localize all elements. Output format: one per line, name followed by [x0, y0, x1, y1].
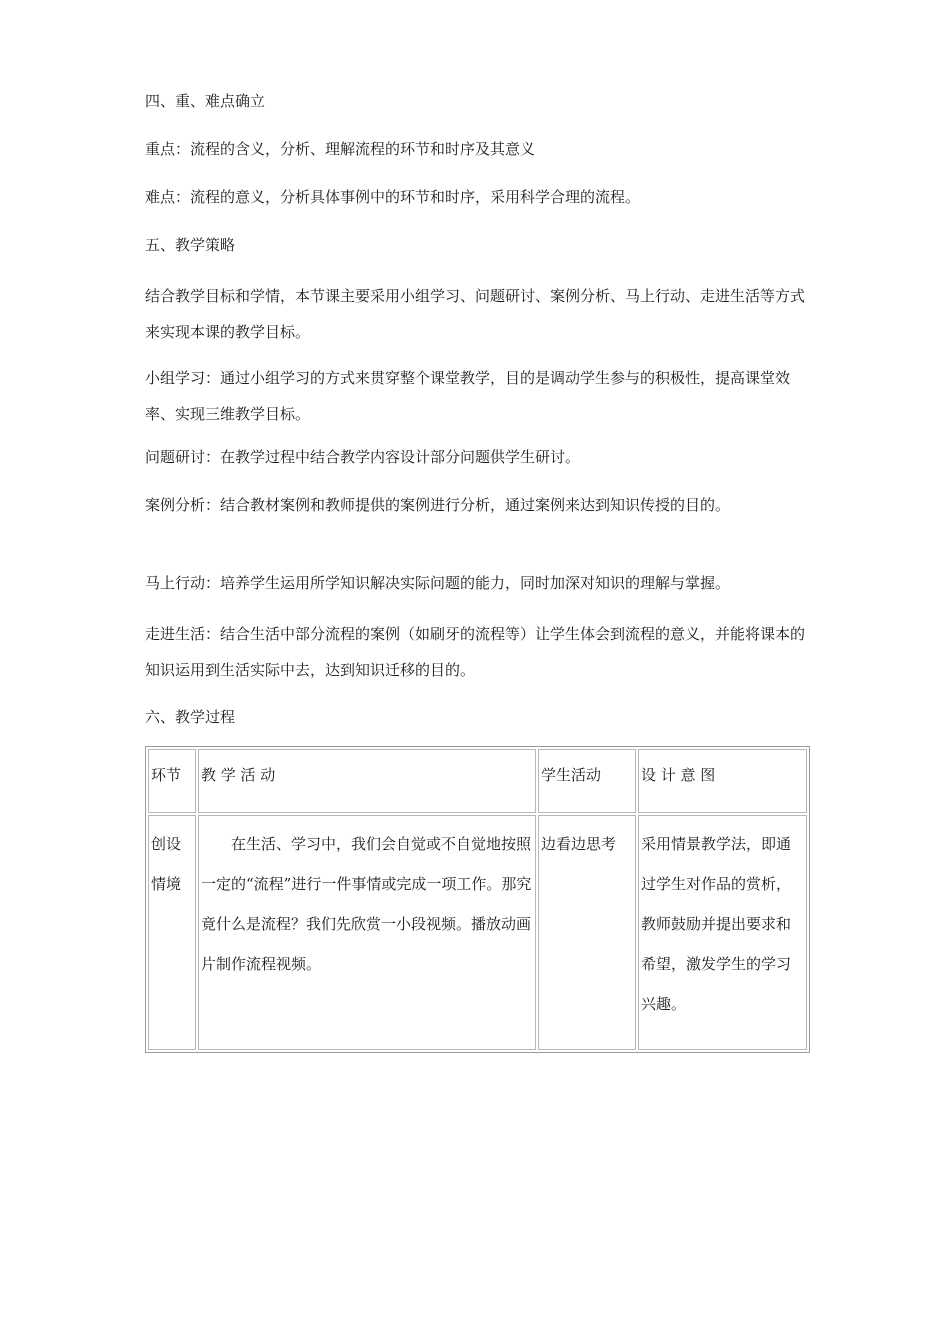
header-stage: 环节	[148, 749, 196, 813]
section-4-heading: 四、重、难点确立	[145, 92, 266, 110]
strategy-case-analysis: 案例分析：结合教材案例和教师提供的案例进行分析，通过案例来达到知识传授的目的。	[145, 496, 731, 514]
table-header-row	[148, 749, 807, 813]
cell-teacher-activity: 在生活、学习中，我们会自觉或不自觉地按照一定的“流程”进行一件事情或完成一项工作。那究竟什么是流程？我们先欣赏一小段视频。播放动画片制作流程视频。	[198, 815, 536, 1050]
cell-design-intent: 采用情景教学法，即通过学生对作品的赏析，教师鼓励并提出要求和希望，激发学生的学习兴趣。	[638, 815, 807, 1050]
strategy-group-learning: 小组学习：通过小组学习的方式来贯穿整个课堂教学，目的是调动学生参与的积极性，提高课堂效率、实现三维教学目标。	[145, 369, 791, 423]
strategy-action: 马上行动：培养学生运用所学知识解决实际问题的能力，同时加深对知识的理解与掌握。	[145, 574, 731, 592]
strategy-discussion: 问题研讨：在教学过程中结合教学内容设计部分问题供学生研讨。	[145, 448, 581, 466]
teaching-process-table	[145, 746, 810, 1053]
header-teacher-activity: 教 学 活 动	[198, 749, 536, 813]
cell-student-activity: 边看边思考	[538, 815, 636, 1050]
key-points: 重点：流程的含义，分析、理解流程的环节和时序及其意义	[145, 140, 536, 158]
header-design-intent: 设 计 意 图	[638, 749, 807, 813]
strategy-intro: 结合教学目标和学情，本节课主要采用小组学习、问题研讨、案例分析、马上行动、走进生活等方式来实现本课的教学目标。	[145, 287, 806, 341]
document-content	[145, 86, 810, 1053]
header-student-activity: 学生活动	[538, 749, 636, 813]
cell-stage: 创设情境	[148, 815, 196, 1050]
difficult-points: 难点：流程的意义，分析具体事例中的环节和时序，采用科学合理的流程。	[145, 188, 641, 206]
section-5-heading: 五、教学策略	[145, 236, 236, 254]
strategy-life: 走进生活：结合生活中部分流程的案例（如刷牙的流程等）让学生体会到流程的意义，并能将课本的知识运用到生活实际中去，达到知识迁移的目的。	[145, 625, 806, 679]
section-6-heading: 六、教学过程	[145, 708, 236, 726]
table-row	[148, 815, 807, 1050]
